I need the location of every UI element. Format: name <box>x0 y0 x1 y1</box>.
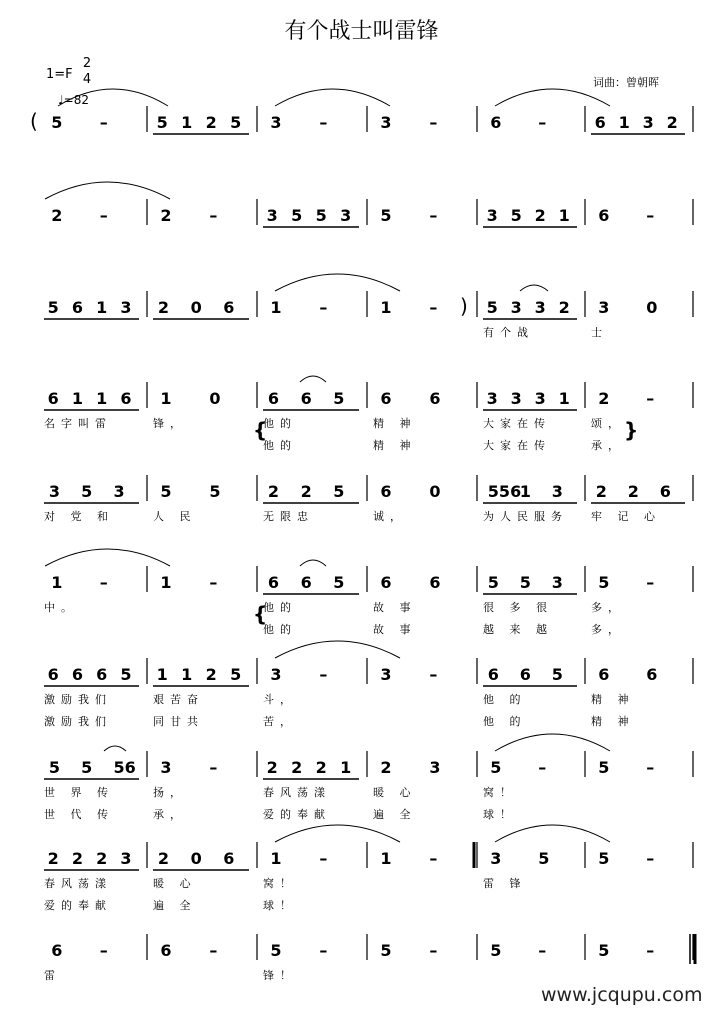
note: 6 <box>659 482 671 501</box>
note: 6 <box>71 298 84 317</box>
key-signature: 1=F <box>46 67 73 82</box>
note: 0 <box>190 849 202 868</box>
lyric-text: 春风荡漾 <box>263 786 331 799</box>
note: 6 <box>490 113 502 132</box>
slur <box>495 89 610 106</box>
note: – <box>646 389 655 408</box>
lyric-text: 为人民服务 <box>483 510 568 523</box>
note: 6 <box>51 941 63 960</box>
lyric-text: 很 多 很 <box>483 601 553 614</box>
lyric-text: 雷 锋 <box>483 877 527 890</box>
note: 5 <box>598 573 610 592</box>
note: – <box>646 206 655 225</box>
note: – <box>99 941 108 960</box>
note: 3 <box>340 206 352 225</box>
lyric-text: 球！ <box>483 808 517 821</box>
verse-brace-open: { <box>253 602 268 626</box>
note: 3 <box>534 298 546 317</box>
lyric-text: 他的 <box>263 417 297 430</box>
note: – <box>646 849 655 868</box>
note: 0 <box>429 482 441 501</box>
lyric-text: 中。 <box>44 601 78 614</box>
note: 5 <box>487 573 499 592</box>
note: 6 <box>429 573 441 592</box>
note: – <box>209 758 218 777</box>
lyric-text: 暖 心 <box>153 877 197 890</box>
note: 5 <box>490 941 502 960</box>
note: 3 <box>160 758 172 777</box>
note: 2 <box>267 482 280 501</box>
note: 5 <box>598 941 610 960</box>
note: – <box>429 298 438 317</box>
note: 56 <box>113 758 136 777</box>
note: 2 <box>627 482 639 501</box>
note: 2 <box>666 113 678 132</box>
note: 3 <box>534 389 546 408</box>
note: 5 <box>230 113 242 132</box>
note: 6 <box>71 665 84 684</box>
lyric-text: 同甘共 <box>153 715 204 728</box>
note: – <box>646 941 655 960</box>
note: 5 <box>51 113 63 132</box>
note: 5 <box>519 573 531 592</box>
note: 2 <box>157 298 170 317</box>
note: 2 <box>205 113 217 132</box>
note: 2 <box>598 389 610 408</box>
open-paren: ( <box>30 109 38 133</box>
lyric-text: 对 党 和 <box>44 510 114 523</box>
note: 5 <box>333 573 345 592</box>
note: 6 <box>598 206 610 225</box>
note: 6 <box>380 389 392 408</box>
note: 6 <box>519 665 531 684</box>
lyric-text: 激励我们 <box>44 715 112 728</box>
note: – <box>429 941 438 960</box>
note: 6 <box>646 665 658 684</box>
slur <box>495 734 610 751</box>
note: – <box>429 206 438 225</box>
note: 5 <box>270 941 282 960</box>
note: – <box>646 573 655 592</box>
lyric-text: 无限忠 <box>263 510 314 523</box>
note: 6 <box>380 482 392 501</box>
note: 5 <box>48 758 60 777</box>
note: 5 <box>510 206 522 225</box>
note: – <box>319 849 328 868</box>
slur <box>275 89 390 106</box>
note: 3 <box>380 113 392 132</box>
note: 5 <box>551 665 563 684</box>
slur <box>104 746 126 751</box>
lyric-text: 精 神 <box>591 693 635 706</box>
note: 0 <box>209 389 221 408</box>
note: – <box>538 758 547 777</box>
note: 1 <box>270 849 282 868</box>
note: 2 <box>315 758 327 777</box>
lyric-text: 诚， <box>373 510 407 523</box>
slur <box>275 274 400 291</box>
verse-brace-close: } <box>624 418 639 442</box>
note: 5 <box>81 482 93 501</box>
note: 3 <box>380 665 392 684</box>
lyric-text: 他的 <box>263 623 297 636</box>
note: 3 <box>429 758 441 777</box>
lyric-text: 多， <box>591 601 625 614</box>
note: – <box>319 298 328 317</box>
lyric-text: 遍 全 <box>373 808 417 821</box>
note: – <box>538 941 547 960</box>
note: – <box>429 665 438 684</box>
lyric-text: 越 来 越 <box>483 623 553 636</box>
note: 5 <box>156 113 168 132</box>
note: 2 <box>380 758 392 777</box>
note: 556 <box>487 482 522 501</box>
lyric-text: 窝！ <box>483 786 517 799</box>
note: 6 <box>160 941 172 960</box>
note: 1 <box>380 849 392 868</box>
note: 2 <box>96 849 108 868</box>
lyric-text: 故 事 <box>373 623 417 636</box>
lyric-text: 暖 心 <box>373 786 417 799</box>
note: 3 <box>510 298 522 317</box>
note: 6 <box>96 665 108 684</box>
lyric-text: 多， <box>591 623 625 636</box>
tempo-value: =82 <box>63 93 89 107</box>
lyric-text: 爱的奉献 <box>44 899 112 912</box>
lyric-text: 精 神 <box>373 439 417 452</box>
time-signature-top: 2 <box>82 56 92 71</box>
note: 5 <box>333 389 345 408</box>
note: – <box>99 573 108 592</box>
slur <box>58 89 168 106</box>
slur <box>520 285 548 291</box>
note: 3 <box>270 665 282 684</box>
song-title: 有个战士叫雷锋 <box>284 19 439 44</box>
lyric-text: 名字叫雷 <box>44 417 112 430</box>
note: 3 <box>598 298 610 317</box>
lyric-text: 雷 <box>44 969 61 982</box>
note: 5 <box>230 665 242 684</box>
note: 3 <box>642 113 654 132</box>
note: 5 <box>598 758 610 777</box>
note: 5 <box>598 849 610 868</box>
note: 3 <box>510 389 522 408</box>
note: – <box>319 941 328 960</box>
lyric-text: 他的 <box>263 601 297 614</box>
note: 0 <box>190 298 202 317</box>
note: 6 <box>598 665 610 684</box>
lyric-text: 球！ <box>263 899 297 912</box>
note: 3 <box>120 849 132 868</box>
lyric-text: 斗， <box>263 693 297 706</box>
note: 3 <box>270 113 282 132</box>
note: 5 <box>380 941 392 960</box>
note: 1 <box>519 482 531 501</box>
note: 3 <box>113 482 125 501</box>
note: 5 <box>209 482 221 501</box>
note: – <box>429 849 438 868</box>
note: 6 <box>594 113 606 132</box>
note: 3 <box>120 298 132 317</box>
time-signature-bottom: 4 <box>82 72 92 87</box>
lyric-text: 遍 全 <box>153 899 197 912</box>
watermark: www.jcqupu.com <box>541 984 703 1006</box>
note: 1 <box>558 389 570 408</box>
note: 2 <box>160 206 172 225</box>
note: 6 <box>300 389 312 408</box>
note: 5 <box>47 298 59 317</box>
note: 2 <box>157 849 170 868</box>
lyric-text: 他的 <box>263 439 297 452</box>
note: 5 <box>81 758 93 777</box>
note: 2 <box>71 849 84 868</box>
note: 6 <box>223 849 235 868</box>
close-paren: ) <box>460 294 468 318</box>
lyric-text: 锋， <box>153 417 187 430</box>
lyric-text: 大家在传 <box>483 439 551 452</box>
slur <box>495 825 610 842</box>
note: 6 <box>47 389 59 408</box>
note: 3 <box>486 389 498 408</box>
note: 5 <box>291 206 303 225</box>
note: 1 <box>340 758 352 777</box>
note: 2 <box>266 758 278 777</box>
slur <box>45 549 170 566</box>
note: – <box>209 941 218 960</box>
lyric-text: 世 界 传 <box>44 786 114 799</box>
note: 1 <box>96 389 108 408</box>
note: 6 <box>300 573 312 592</box>
lyric-text: 精 神 <box>373 417 417 430</box>
lyric-text: 人 民 <box>153 510 197 523</box>
lyric-text: 他 的 <box>483 715 527 728</box>
verse-brace-open: { <box>253 418 268 442</box>
lyric-text: 春风荡漾 <box>44 877 112 890</box>
slur <box>45 182 170 199</box>
note: 3 <box>551 482 563 501</box>
note: – <box>319 113 328 132</box>
note: 1 <box>618 113 630 132</box>
lyric-text: 大家在传 <box>483 417 551 430</box>
note: 3 <box>490 849 502 868</box>
lyric-text: 承， <box>591 439 625 452</box>
note: 5 <box>315 206 327 225</box>
slur <box>275 825 400 842</box>
note: 6 <box>429 389 441 408</box>
note: 6 <box>267 573 280 592</box>
note: – <box>99 113 108 132</box>
lyric-text: 艰苦奋 <box>153 693 204 706</box>
note: 1 <box>156 665 168 684</box>
note: 1 <box>96 298 108 317</box>
note: 6 <box>223 298 235 317</box>
note: 2 <box>47 849 59 868</box>
lyric-text: 扬， <box>153 786 187 799</box>
quarter-note-icon: ♩ <box>58 93 64 107</box>
note: – <box>646 758 655 777</box>
note: 2 <box>291 758 303 777</box>
note: – <box>538 113 547 132</box>
lyric-text: 承， <box>153 808 187 821</box>
note: 2 <box>558 298 570 317</box>
note: 1 <box>160 389 172 408</box>
note: – <box>209 206 218 225</box>
note: 1 <box>51 573 63 592</box>
note: 5 <box>380 206 392 225</box>
note: 5 <box>120 665 132 684</box>
lyric-text: 激励我们 <box>44 693 112 706</box>
note: – <box>429 113 438 132</box>
slur <box>300 560 326 566</box>
note: 2 <box>51 206 63 225</box>
note: 2 <box>534 206 546 225</box>
note: 5 <box>333 482 345 501</box>
lyric-text: 有个战 <box>483 326 534 339</box>
note: 3 <box>486 206 498 225</box>
note: 2 <box>595 482 607 501</box>
note: 1 <box>558 206 570 225</box>
note: 0 <box>646 298 658 317</box>
note: 6 <box>120 389 132 408</box>
lyric-text: 精 神 <box>591 715 635 728</box>
note: – <box>319 665 328 684</box>
note: – <box>99 206 108 225</box>
note: 6 <box>267 389 280 408</box>
lyric-text: 故 事 <box>373 601 417 614</box>
note: 1 <box>181 113 193 132</box>
note: 1 <box>160 573 172 592</box>
lyric-text: 他 的 <box>483 693 527 706</box>
note: 5 <box>486 298 498 317</box>
note: 5 <box>160 482 172 501</box>
lyric-text: 世 代 传 <box>44 808 114 821</box>
note: 5 <box>538 849 550 868</box>
note: 6 <box>380 573 392 592</box>
slur <box>275 641 400 658</box>
note: 1 <box>181 665 193 684</box>
lyric-text: 士 <box>591 326 608 339</box>
lyric-text: 牢 记 心 <box>591 510 661 523</box>
lyric-text: 颂， <box>591 417 625 430</box>
lyric-text: 窝！ <box>263 877 297 890</box>
lyric-text: 爱的奉献 <box>263 808 331 821</box>
note: – <box>209 573 218 592</box>
note: 1 <box>270 298 282 317</box>
note: 1 <box>71 389 84 408</box>
note: 3 <box>551 573 563 592</box>
note: 6 <box>47 665 59 684</box>
note: 2 <box>205 665 217 684</box>
note: 3 <box>48 482 60 501</box>
slur <box>300 376 326 382</box>
credits: 词曲：曾朝晖 <box>593 76 659 89</box>
note: 3 <box>266 206 278 225</box>
note: 5 <box>490 758 502 777</box>
note: 1 <box>380 298 392 317</box>
lyric-text: 锋！ <box>263 969 297 982</box>
lyric-text: 苦， <box>263 715 297 728</box>
note: 6 <box>487 665 499 684</box>
note: 2 <box>300 482 312 501</box>
